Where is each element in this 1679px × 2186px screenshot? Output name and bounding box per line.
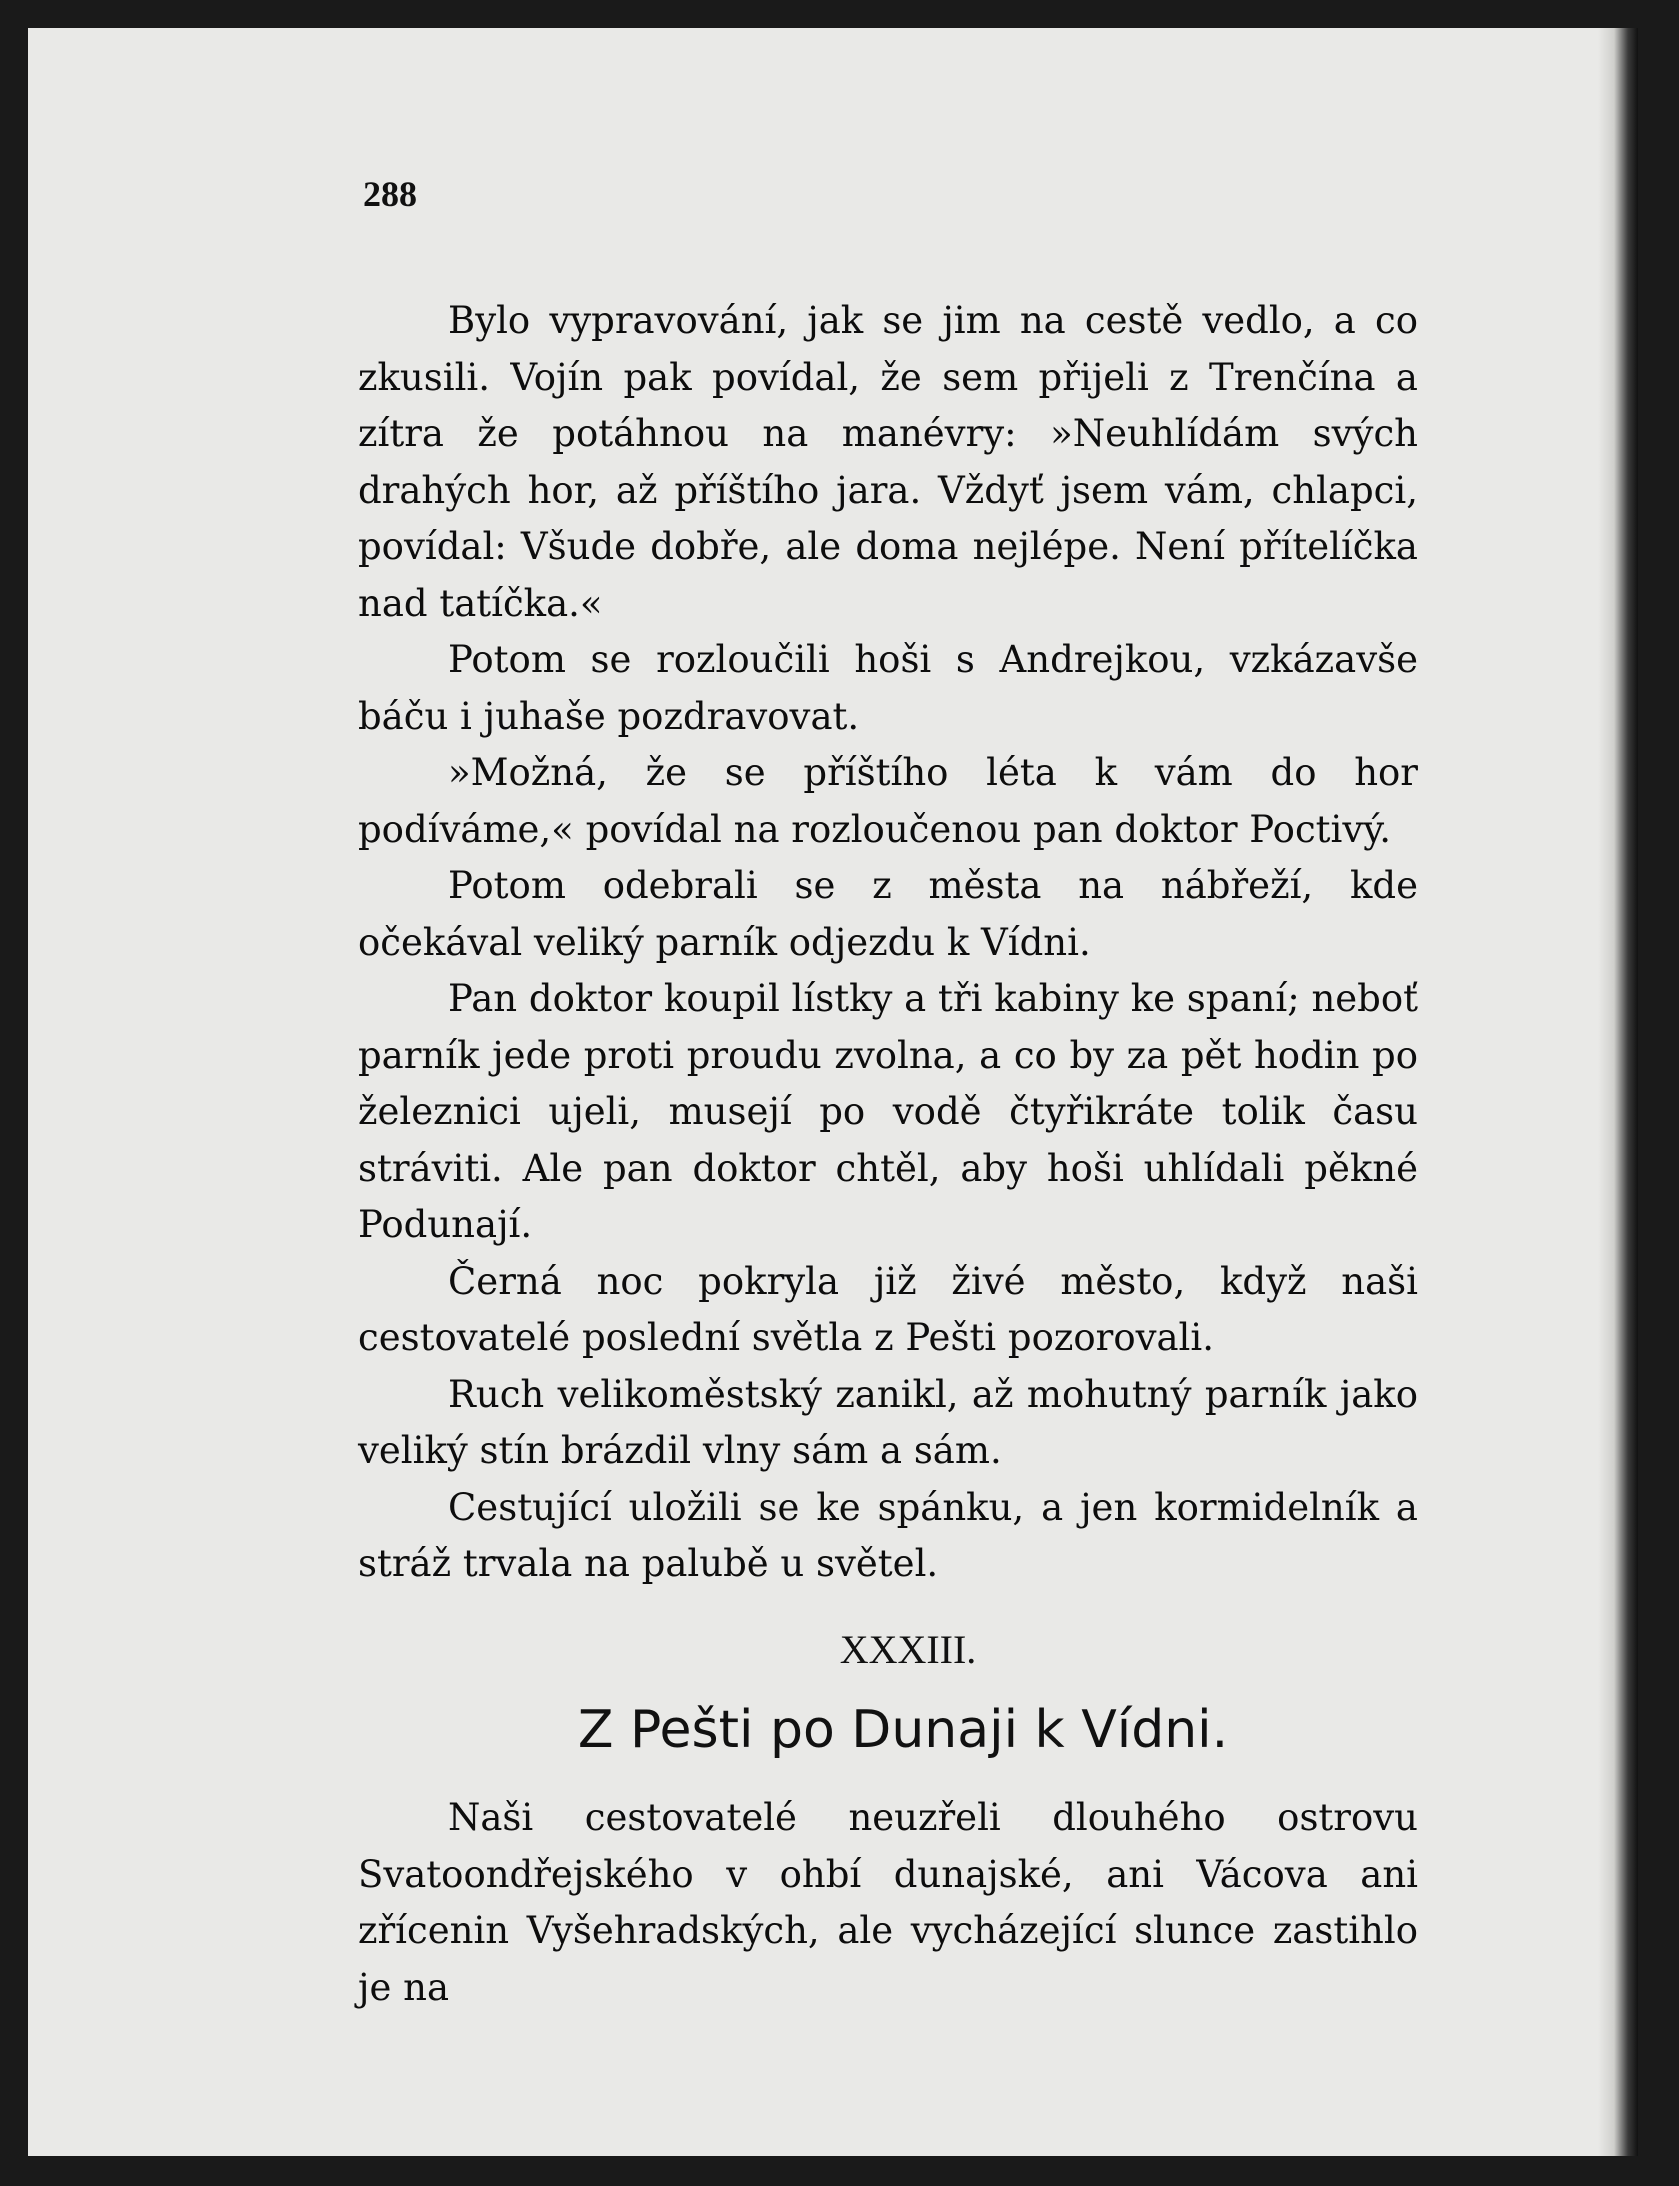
paragraph: Potom odebrali se z města na nábřeží, kde očekával veliký parník odjezdu k Vídni. [358, 864, 1418, 964]
page-number: 288 [363, 174, 417, 214]
book-page [28, 28, 1638, 2156]
chapter-title: Z Pešti po Dunaji k Vídni. [577, 1700, 1229, 1760]
paragraph: »Možná, že se příštího léta k vám do hor podíváme,« povídal na rozloučenou pan doktor Poctivý. [358, 751, 1418, 851]
paragraph: Potom se rozloučili hoši s Andrejkou, vzkázavše báču i juhaše pozdravovat. [358, 638, 1418, 738]
paragraph: Bylo vypravování, jak se jim na cestě vedlo, a co zkusili. Vojín pak povídal, že sem přijeli z Trenčína a zítra že potáhnou na manévry: »Neuhlídám svých drahých hor, až příštího jara. Vždyť jsem vám, chlapci, povídal: Všude dobře, ale doma nejlépe. Není přítelíčka nad tatíčka.« [358, 299, 1418, 625]
paragraph: Ruch velikoměstský zanikl, až mohutný parník jako veliký stín brázdil vlny sám a sám. [358, 1372, 1418, 1472]
chapter-body-text [358, 1790, 1418, 2016]
chapter-number: XXXIII. [839, 1627, 977, 1672]
body-text [358, 293, 1418, 1593]
paragraph: Naši cestovatelé neuzřeli dlouhého ostrovu Svatoondřejského v ohbí dunajské, ani Vácova ani zřícenin Vyšehradských, ale vycházející slunce zastihlo je na [358, 1796, 1418, 2009]
paragraph: Pan doktor koupil lístky a tři kabiny ke spaní; neboť parník jede proti proudu zvolna, a co by za pět hodin po železnici ujeli, musejí po vodě čtyřikráte tolik času stráviti. Ale pan doktor chtěl, aby hoši uhlídali pěkné Podunají. [358, 977, 1418, 1246]
paragraph: Cestující uložili se ke spánku, a jen kormidelník a stráž trvala na palubě u světel. [358, 1485, 1418, 1585]
paragraph: Černá noc pokryla již živé město, když naši cestovatelé poslední světla z Pešti pozorovali. [358, 1259, 1418, 1359]
book-binding-edge [1598, 28, 1638, 2156]
